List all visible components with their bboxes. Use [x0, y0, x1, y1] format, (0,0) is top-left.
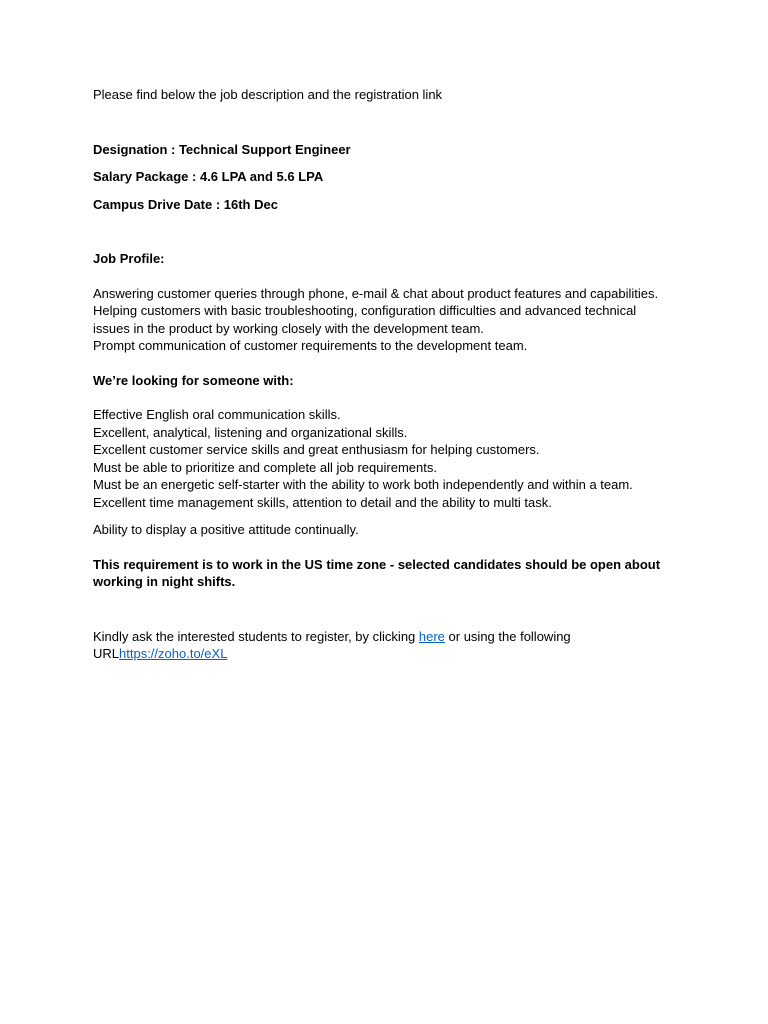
registration-text-after: or using the following URL: [93, 628, 571, 661]
spacer: [93, 104, 673, 141]
intro-text: Please find below the job description and the registration link: [93, 87, 443, 102]
requirement-line: Excellent time management skills, attention to detail and the ability to multi task.: [93, 494, 552, 510]
looking-for-heading: We’re looking for someone with:: [93, 372, 294, 388]
registration-paragraph: [93, 628, 673, 663]
job-profile-line: Answering customer queries through phone, e-mail & chat about product features and capabilities.: [93, 285, 659, 301]
designation-line: Designation : Technical Support Engineer: [93, 141, 351, 157]
requirement-line: Excellent customer service skills and great enthusiasm for helping customers.: [93, 442, 540, 457]
job-profile-line: Prompt communication of customer requirements to the development team.: [93, 338, 528, 353]
registration-text-before: Kindly ask the interested students to register, by clicking: [93, 628, 419, 644]
registration-url-link[interactable]: https://zoho.to/eXL: [119, 646, 228, 661]
drive-date-line: Campus Drive Date : 16th Dec: [93, 196, 278, 212]
requirement-line: Effective English oral communication skills.: [93, 407, 341, 422]
here-link[interactable]: here: [418, 628, 445, 644]
document-body: [93, 86, 673, 663]
job-profile-line: Helping customers with basic troubleshooting, configuration difficulties and advanced technical issues in the product by working closely with the development team.: [93, 303, 637, 336]
job-profile-heading: Job Profile:: [93, 251, 165, 266]
requirement-line: Must be an energetic self-starter with the ability to work both independently and within a team.: [93, 477, 633, 492]
attitude-line: Ability to display a positive attitude continually.: [93, 522, 359, 537]
night-shift-note: This requirement is to work in the US time zone - selected candidates should be open about working in night shifts.: [93, 556, 661, 589]
requirement-line: Must be able to prioritize and complete all job requirements.: [93, 459, 437, 475]
salary-line: Salary Package : 4.6 LPA and 5.6 LPA: [93, 169, 324, 184]
requirement-line: Excellent, analytical, listening and organizational skills.: [93, 424, 408, 440]
